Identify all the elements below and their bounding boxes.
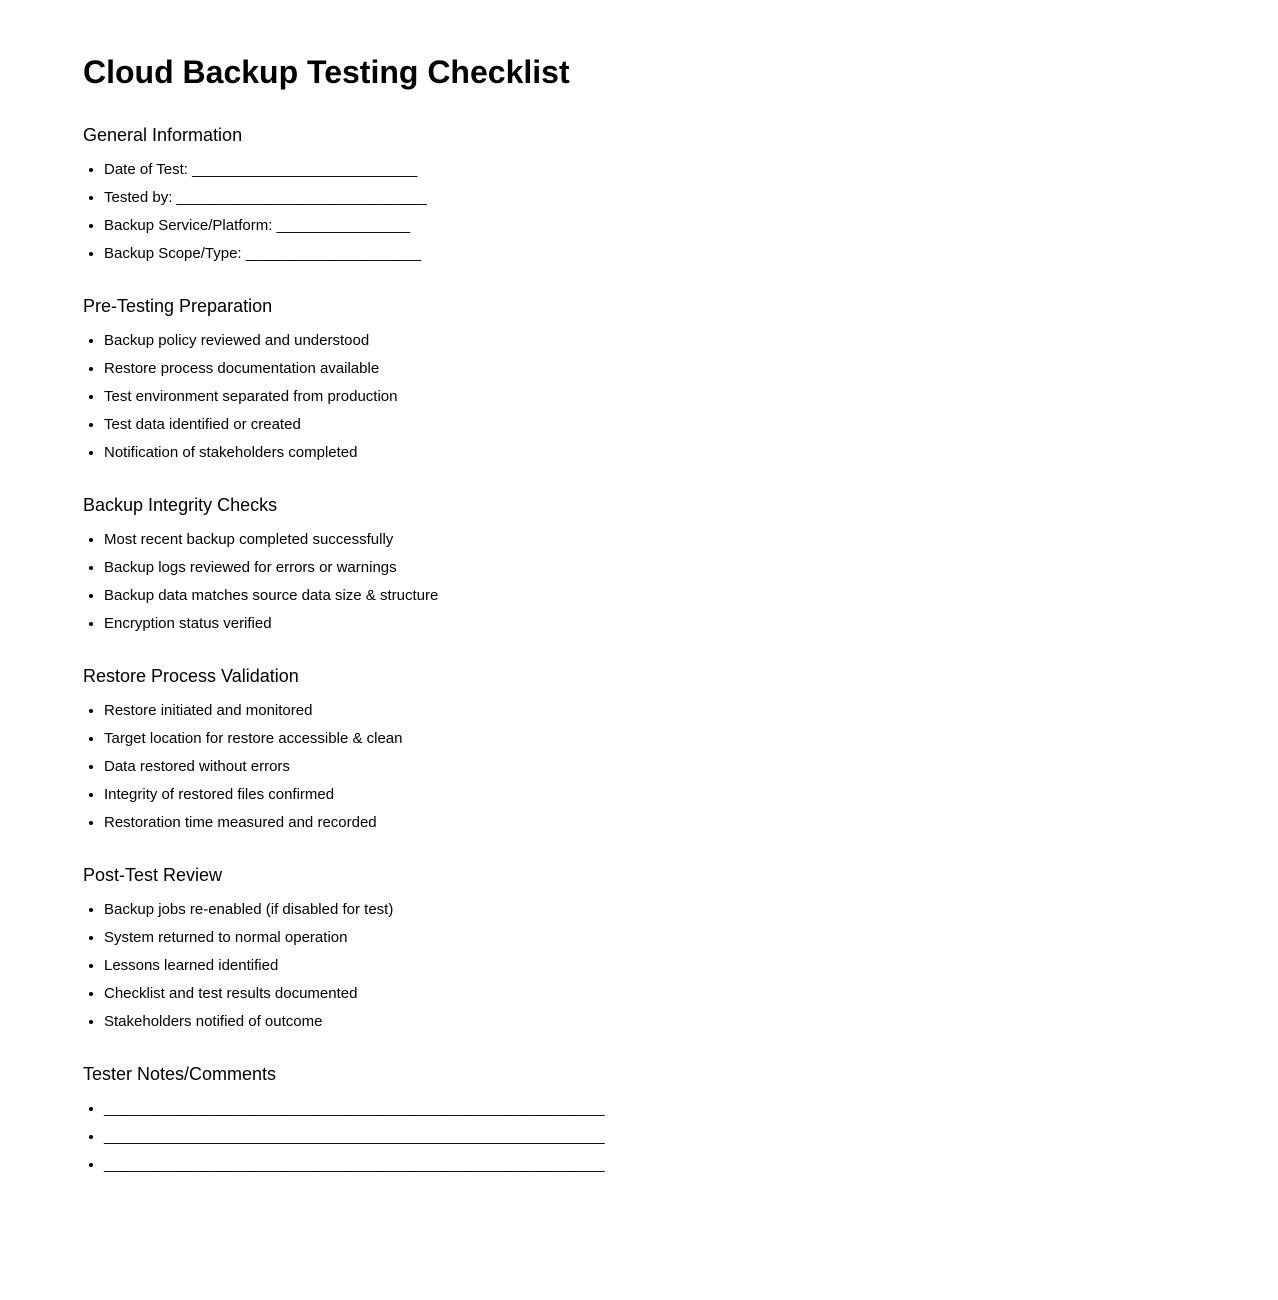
list-item: • Most recent backup completed successfully — [104, 531, 1198, 548]
list-item: • Backup policy reviewed and understood — [104, 332, 1198, 349]
list-item: • Restore initiated and monitored — [104, 702, 1198, 719]
page-title: Cloud Backup Testing Checklist — [83, 54, 570, 90]
list-item: • Backup jobs re-enabled (if disabled for test) — [104, 901, 1198, 918]
list-item: • Backup logs reviewed for errors or warnings — [104, 559, 1198, 576]
section-heading-general-information: General Information — [83, 125, 243, 145]
tester-notes-comments-list — [83, 1100, 1198, 1173]
backup-integrity-checks-list — [83, 531, 1198, 632]
list-item: • ____________________________________________________________ — [104, 1128, 1198, 1145]
list-item: • Target location for restore accessible & clean — [104, 730, 1198, 747]
section-heading-post-test-review: Post-Test Review — [83, 865, 223, 885]
pre-testing-preparation-list — [83, 332, 1198, 461]
list-item: • Restore process documentation available — [104, 360, 1198, 377]
list-item: • Lessons learned identified — [104, 957, 1198, 974]
section-heading-restore-process-validation: Restore Process Validation — [83, 666, 299, 686]
section-pre-testing-preparation — [83, 296, 1198, 461]
list-item: • Data restored without errors — [104, 758, 1198, 775]
section-heading-pre-testing-preparation: Pre-Testing Preparation — [83, 296, 273, 316]
list-item: • ____________________________________________________________ — [104, 1156, 1198, 1173]
list-item: • Checklist and test results documented — [104, 985, 1198, 1002]
section-general-information — [83, 125, 1198, 262]
list-item: • Restoration time measured and recorded — [104, 814, 1198, 831]
post-test-review-list — [83, 901, 1198, 1030]
list-item: • Stakeholders notified of outcome — [104, 1013, 1198, 1030]
list-item: • Integrity of restored files confirmed — [104, 786, 1198, 803]
list-item: • System returned to normal operation — [104, 929, 1198, 946]
section-heading-tester-notes-comments: Tester Notes/Comments — [83, 1064, 277, 1084]
list-item: • Tested by: ______________________________ — [104, 189, 1198, 206]
list-item: • Notification of stakeholders completed — [104, 444, 1198, 461]
list-item: • ____________________________________________________________ — [104, 1100, 1198, 1117]
section-heading-backup-integrity-checks: Backup Integrity Checks — [83, 495, 278, 515]
section-restore-process-validation — [83, 666, 1198, 831]
list-item: • Test data identified or created — [104, 416, 1198, 433]
list-item: • Test environment separated from production — [104, 388, 1198, 405]
list-item: • Date of Test: ___________________________ — [104, 161, 1198, 178]
section-tester-notes-comments — [83, 1064, 1198, 1173]
general-information-list — [83, 161, 1198, 262]
list-item: • Backup Scope/Type: _____________________ — [104, 245, 1198, 262]
section-post-test-review — [83, 865, 1198, 1030]
list-item: • Backup Service/Platform: ________________ — [104, 217, 1198, 234]
restore-process-validation-list — [83, 702, 1198, 831]
list-item: • Encryption status verified — [104, 615, 1198, 632]
list-item: • Backup data matches source data size & structure — [104, 587, 1198, 604]
section-backup-integrity-checks — [83, 495, 1198, 632]
